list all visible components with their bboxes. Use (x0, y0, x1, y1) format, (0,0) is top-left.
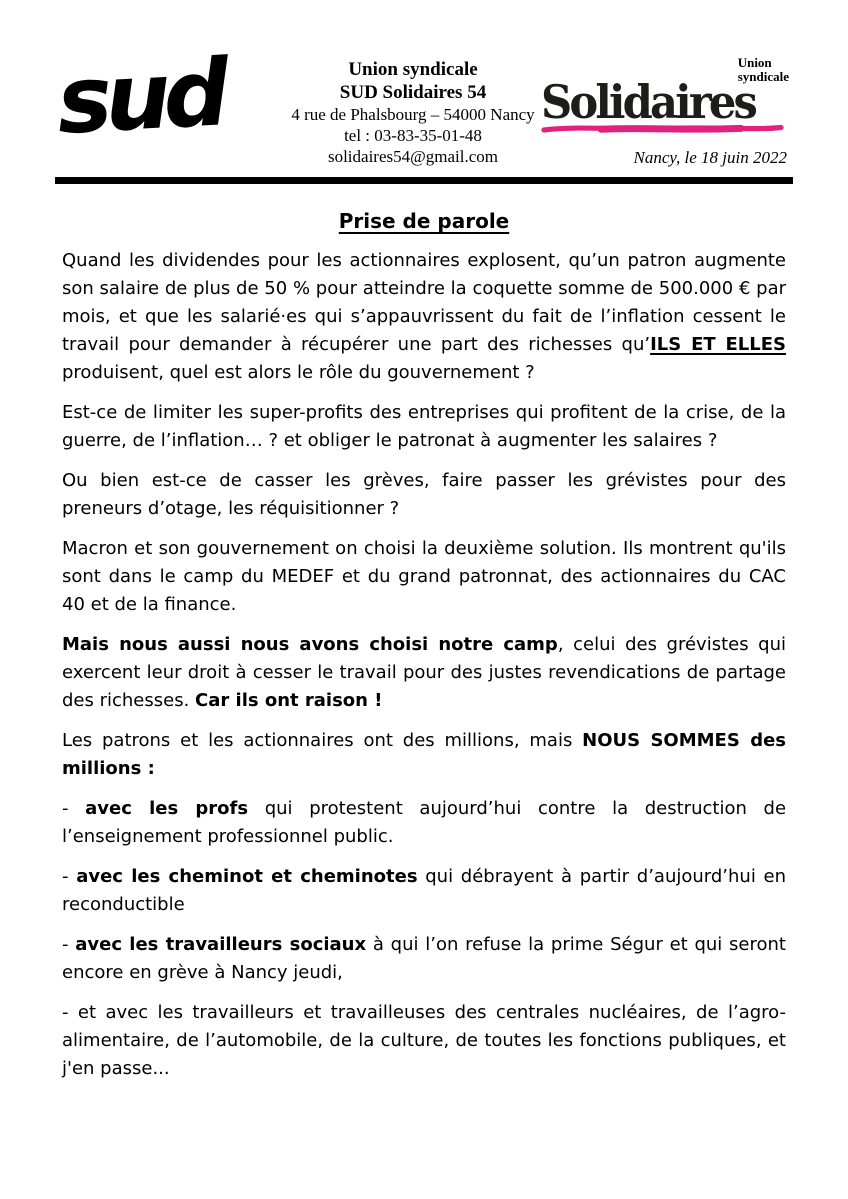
paragraph-notre-camp (62, 631, 786, 715)
header (0, 0, 848, 168)
paragraph-des-millions (62, 727, 786, 783)
org-email: solidaires54@gmail.com (327, 147, 499, 166)
text-segment: , celui des grévistes qui exercent leur droit à cesser le travail pour des justes revendications de partage des richesses. (62, 634, 786, 711)
text-segment: Ou bien est-ce de casser les grèves, faire passer les grévistes pour des preneurs d’otage, les réquisitionner ? (62, 470, 786, 519)
text-segment: Les patrons et les actionnaires ont des millions, mais (62, 730, 583, 751)
document-title: Prise de parole (338, 209, 510, 233)
text-segment-nous-sommes: NOUS SOMMES des millions : (62, 730, 786, 779)
solidaires-tagline-line1: Union (737, 55, 772, 70)
org-name-line1: Union syndicale (348, 59, 478, 80)
org-address-block (285, 58, 541, 167)
paragraph-macron (62, 535, 786, 619)
text-segment: Quand les dividendes pour les actionnaires explosent, qu’un patron augmente son salaire de plus de 50 % pour atteindre la coquette somme de 500.000 € par mois, et que les salarié·es qui s’appauvrissent du fait de l’inflation cessent le travail pour demander à récupérer une part des richesses qu’ (62, 250, 786, 355)
solidaires-tagline-line2: syndicale (737, 69, 789, 84)
paragraph-super-profits (62, 399, 786, 455)
solidaires-wordmark: Solidaires (541, 75, 756, 129)
document-body (0, 209, 848, 1083)
text-segment: Est-ce de limiter les super-profits des entreprises qui profitent de la crise, de la guerre, de l’inflation… ? et obliger le patronat à augmenter les salaires ? (62, 402, 786, 451)
bullet-profs (62, 795, 786, 851)
text-segment: à qui l’on refuse la prime Ségur et qui seront encore en grève à Nancy jeudi, (62, 934, 786, 983)
org-phone: tel : 03-83-35-01-48 (344, 126, 482, 145)
org-name-line2: SUD Solidaires 54 (339, 82, 487, 103)
paragraph-casser-les-greves (62, 467, 786, 523)
text-segment-ils-et-elles: ILS ET ELLES (650, 334, 786, 355)
paragraph-intro (62, 247, 786, 387)
text-segment: Macron et son gouvernement on choisi la deuxième solution. Ils montrent qu'ils sont dans le camp du MEDEF et du grand patronnat, des actionnaires du CAC 40 et de la finance. (62, 538, 786, 615)
text-segment-profs: avec les profs (85, 798, 249, 819)
dateline: Nancy, le 18 juin 2022 (633, 148, 787, 167)
bullet-travailleurs-sociaux (62, 931, 786, 987)
text-segment: produisent, quel est alors le rôle du gouvernement ? (62, 362, 535, 383)
text-segment: qui débrayent à partir d’aujourd’hui en reconductible (62, 866, 786, 915)
bullet-dash: - (62, 934, 76, 955)
bullet-cheminots (62, 863, 786, 919)
text-segment-cheminots: avec les cheminot et cheminotes (76, 866, 418, 887)
org-address: 4 rue de Phalsbourg – 54000 Nancy (291, 105, 535, 124)
solidaires-logo (541, 56, 793, 168)
bullet-autres-secteurs (62, 999, 786, 1083)
text-segment: - et avec les travailleurs et travailleuses des centrales nucléaires, de l’agro-alimentaire, de l’automobile, de la culture, de toutes les fonctions publiques, et j'en passe... (62, 1002, 786, 1079)
text-segment-travailleurs-sociaux: avec les travailleurs sociaux (75, 934, 367, 955)
bullet-dash: - (62, 866, 77, 887)
text-segment-ils-ont-raison: Car ils ont raison ! (195, 690, 383, 711)
divider-rule (55, 177, 793, 184)
bullet-dash: - (62, 798, 86, 819)
text-segment: qui protestent aujourd’hui contre la destruction de l’enseignement professionnel public. (62, 798, 787, 847)
sud-logo (54, 39, 289, 155)
sud-logo-text: sud (54, 39, 225, 155)
text-segment-notre-camp: Mais nous aussi nous avons choisi notre camp (62, 634, 558, 655)
